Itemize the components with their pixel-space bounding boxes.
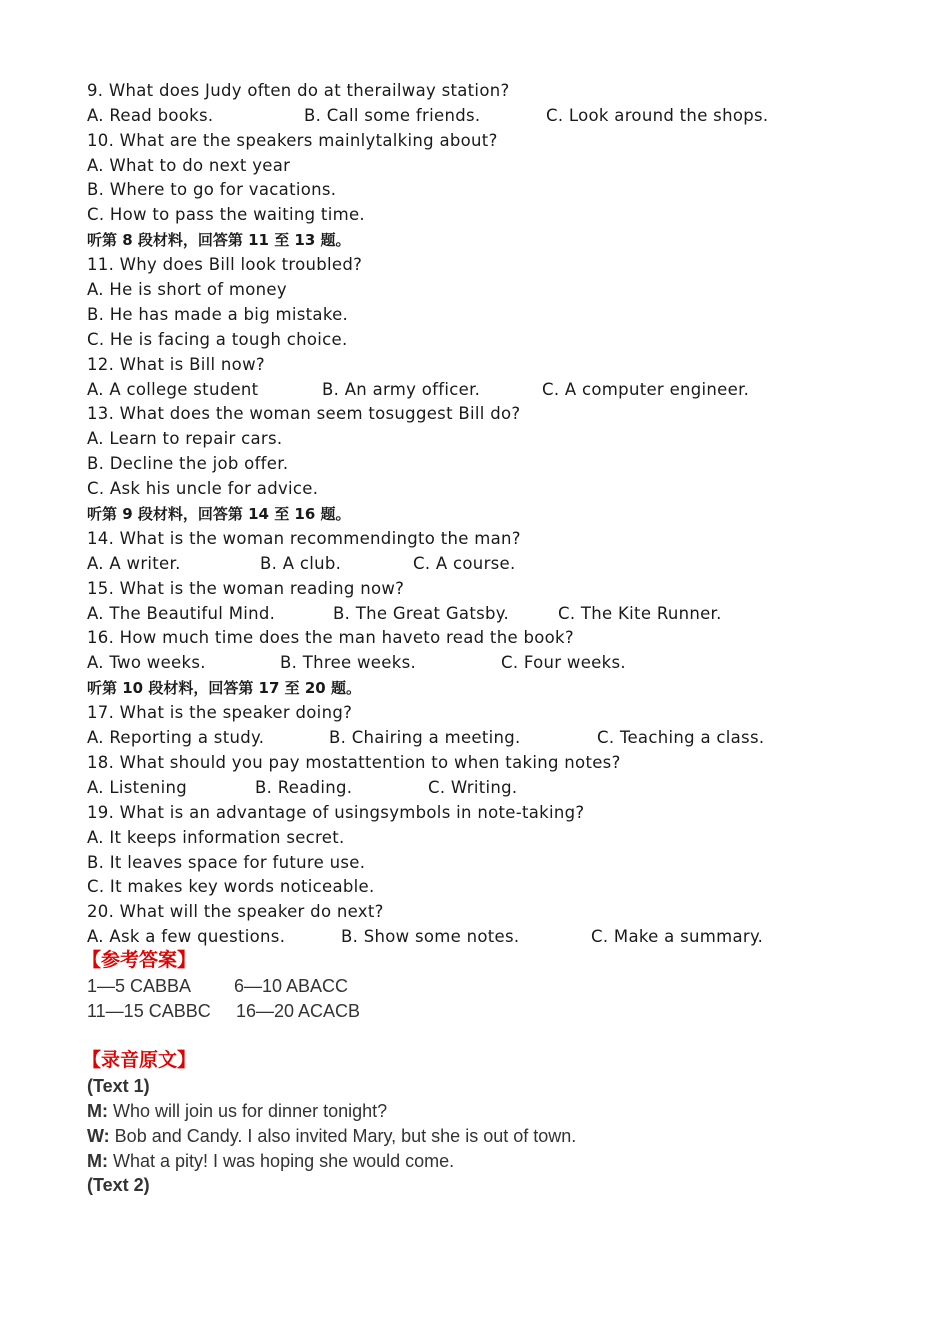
text-2-label: (Text 2) bbox=[87, 1175, 150, 1195]
q15-option-c: C. The Kite Runner. bbox=[558, 604, 722, 623]
q20-option-c: C. Make a summary. bbox=[591, 927, 764, 946]
q17-option-b: B. Chairing a meeting. bbox=[329, 728, 521, 747]
answers-heading: 【参考答案】 bbox=[82, 950, 197, 971]
question-18: 18. What should you pay mostattention to when taking notes? bbox=[87, 753, 621, 772]
q14-option-a: A. A writer. bbox=[87, 554, 181, 573]
question-11: 11. Why does Bill look troubled? bbox=[87, 255, 363, 274]
section-8-heading: 听第 8 段材料，回答第 11 至 13 题。 bbox=[87, 231, 351, 249]
q13-option-b: B. Decline the job offer. bbox=[87, 454, 289, 473]
q12-option-a: A. A college student bbox=[87, 380, 259, 399]
transcript-heading: 【录音原文】 bbox=[82, 1050, 197, 1071]
q19-option-b: B. It leaves space for future use. bbox=[87, 853, 366, 872]
transcript-line bbox=[87, 1100, 387, 1122]
q12-option-b: B. An army officer. bbox=[322, 380, 481, 399]
speaker-label: W: bbox=[87, 1126, 110, 1146]
speaker-label: M: bbox=[87, 1101, 108, 1121]
question-19: 19. What is an advantage of usingsymbols in note-taking? bbox=[87, 803, 585, 822]
q10-option-a: A. What to do next year bbox=[87, 156, 291, 175]
q20-option-b: B. Show some notes. bbox=[341, 927, 520, 946]
answers-11-15: 11—15 CABBC bbox=[87, 1001, 211, 1021]
question-16: 16. How much time does the man haveto read the book? bbox=[87, 628, 574, 647]
question-9: 9. What does Judy often do at therailway station? bbox=[87, 81, 510, 100]
q9-option-b: B. Call some friends. bbox=[304, 106, 481, 125]
speech-text: Who will join us for dinner tonight? bbox=[108, 1101, 388, 1121]
speech-text: What a pity! I was hoping she would come. bbox=[108, 1151, 455, 1171]
q20-option-a: A. Ask a few questions. bbox=[87, 927, 286, 946]
q12-option-c: C. A computer engineer. bbox=[542, 380, 750, 399]
question-10: 10. What are the speakers mainlytalking about? bbox=[87, 131, 498, 150]
speech-text: Bob and Candy. I also invited Mary, but she is out of town. bbox=[109, 1126, 577, 1146]
question-13: 13. What does the woman seem tosuggest Bill do? bbox=[87, 404, 521, 423]
q14-option-b: B. A club. bbox=[260, 554, 342, 573]
transcript-line bbox=[87, 1125, 576, 1147]
answers-6-10: 6—10 ABACC bbox=[234, 976, 349, 996]
q15-option-b: B. The Great Gatsby. bbox=[333, 604, 510, 623]
question-14: 14. What is the woman recommendingto the man? bbox=[87, 529, 521, 548]
q9-option-a: A. Read books. bbox=[87, 106, 214, 125]
question-15: 15. What is the woman reading now? bbox=[87, 579, 405, 598]
speaker-label: M: bbox=[87, 1151, 108, 1171]
q11-option-c: C. He is facing a tough choice. bbox=[87, 330, 348, 349]
q17-option-c: C. Teaching a class. bbox=[597, 728, 765, 747]
q19-option-c: C. It makes key words noticeable. bbox=[87, 877, 375, 896]
section-9-heading: 听第 9 段材料，回答第 14 至 16 题。 bbox=[87, 505, 351, 523]
q10-option-c: C. How to pass the waiting time. bbox=[87, 205, 365, 224]
q9-option-c: C. Look around the shops. bbox=[546, 106, 769, 125]
question-20: 20. What will the speaker do next? bbox=[87, 902, 384, 921]
q11-option-b: B. He has made a big mistake. bbox=[87, 305, 349, 324]
q15-option-a: A. The Beautiful Mind. bbox=[87, 604, 276, 623]
q13-option-c: C. Ask his uncle for advice. bbox=[87, 479, 319, 498]
q16-option-c: C. Four weeks. bbox=[501, 653, 626, 672]
question-17: 17. What is the speaker doing? bbox=[87, 703, 353, 722]
q17-option-a: A. Reporting a study. bbox=[87, 728, 265, 747]
question-12: 12. What is Bill now? bbox=[87, 355, 265, 374]
q18-option-b: B. Reading. bbox=[255, 778, 353, 797]
q16-option-a: A. Two weeks. bbox=[87, 653, 206, 672]
text-1-label: (Text 1) bbox=[87, 1076, 150, 1096]
section-10-heading: 听第 10 段材料，回答第 17 至 20 题。 bbox=[87, 679, 361, 697]
q11-option-a: A. He is short of money bbox=[87, 280, 287, 299]
q14-option-c: C. A course. bbox=[413, 554, 516, 573]
q13-option-a: A. Learn to repair cars. bbox=[87, 429, 283, 448]
q16-option-b: B. Three weeks. bbox=[280, 653, 417, 672]
transcript-line bbox=[87, 1150, 454, 1172]
q18-option-a: A. Listening bbox=[87, 778, 188, 797]
answers-1-5: 1—5 CABBA bbox=[87, 976, 192, 996]
q18-option-c: C. Writing. bbox=[428, 778, 518, 797]
q10-option-b: B. Where to go for vacations. bbox=[87, 180, 337, 199]
q19-option-a: A. It keeps information secret. bbox=[87, 828, 345, 847]
answers-16-20: 16—20 ACACB bbox=[236, 1001, 361, 1021]
